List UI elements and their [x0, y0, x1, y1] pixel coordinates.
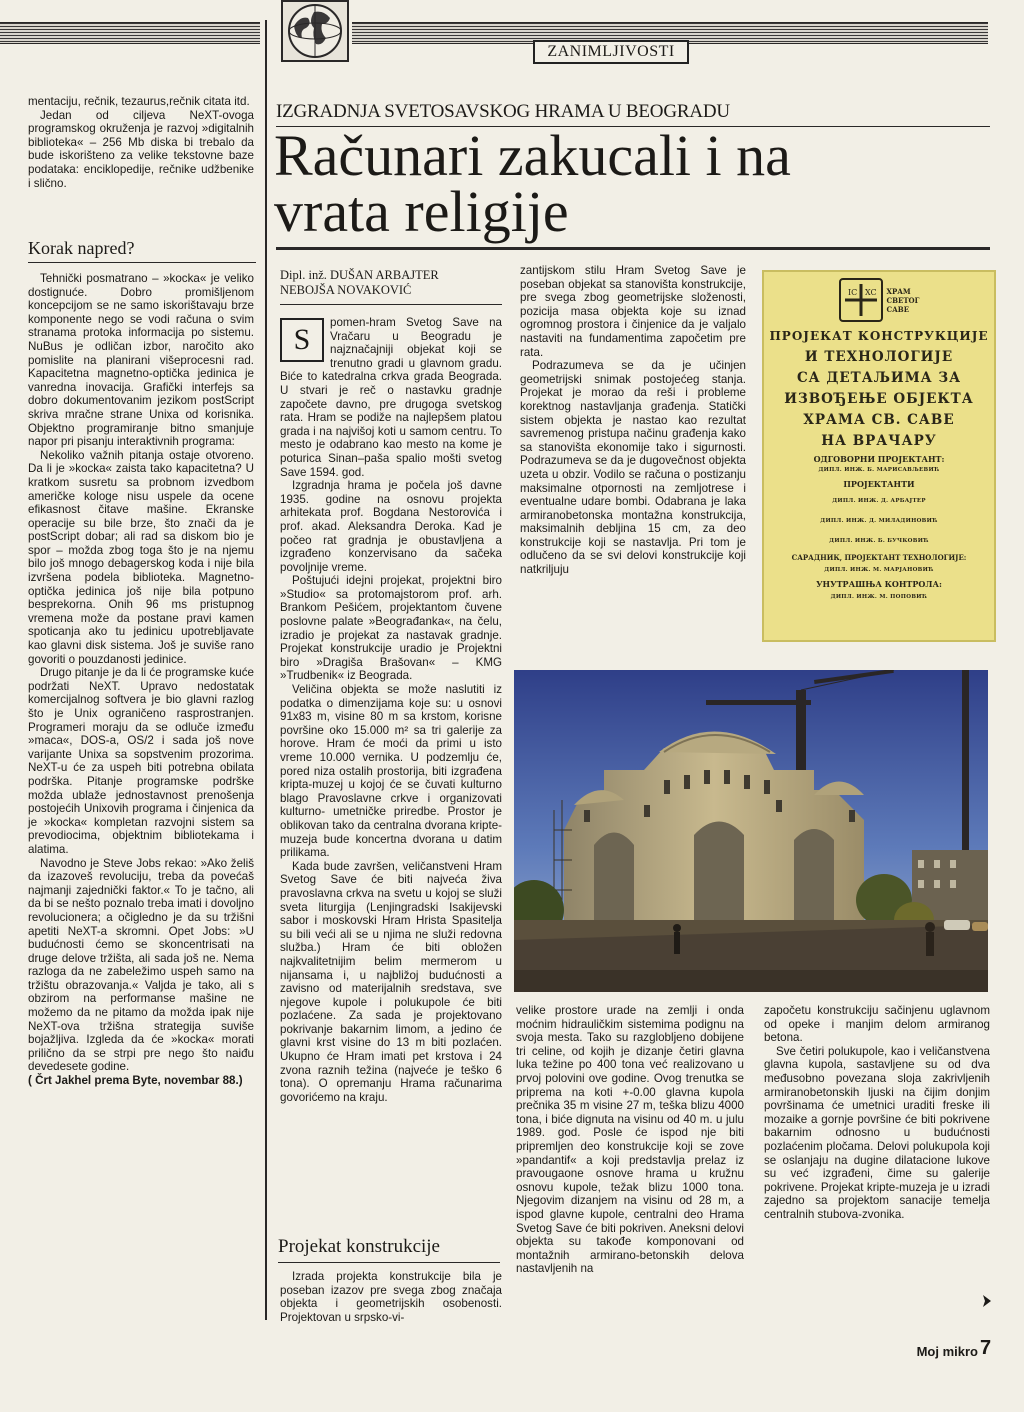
globe-icon	[280, 0, 350, 62]
left-credit: ( Črt Jakhel prema Byte, novembar 88.)	[28, 1074, 243, 1088]
left-paragraph-3: Nekoliko važnih pitanja ostaje otvoreno. Da li je »kocka« zaista tako kapacitetna? U kratkom susretu sa probnom izvedbom američke kologe nisu uspele da ocene efikasnost čitave mašine. Ekranske operacije su bile brze, što znači da je postScript dobar; ali rad sa diskom bio je spor – možda zbog toga što je na njemu bilo još mnogo debagerskog koda i nije bila izvršena podela biblioteka. Magnetno-optička jedinica još nije bila potpuno besprekorna. Onih 96 ms pristupnog vremena može da postane pravi kamen spoticanja ako tu jedinicu upotrebljavate kao glavni disk sistema. Još je suviše rano govoriti o pouzdanosti jedinice.	[28, 448, 254, 666]
right-column	[520, 264, 746, 577]
middle-paragraph-2: Izgradnja hrama je počela još davne 1935. godine na osnovu projekta arhitekata prof. Bogdana Nestorovića i prof. akad. Aleksandra Deroka. Kad je počeo rat gradnja je obustavljena a izgrađeno konzervisano da sačeka povoljnije vreme.	[280, 479, 502, 574]
left-paragraph-1: Jedan od ciljeva NeXT-ovoga programskog okruženja je razvoj »digitalnih biblioteka« – 256 Mb diska bi trebalo da bude iskorišteno za velike tekstovne baze podataka: enciklopedije, rečnike udžbenike i slično.	[28, 108, 254, 190]
middle-paragraph-1: pomen-hram Svetog Save na Vračaru u Beogradu je najznačajniji objekat koji se trenutno gradi u glavnom gradu. Biće to katedralna crkva grada Beograda. U stvari je reč o nastavku gradnje započete davno, pre drugoga svetskog rata. Hram se podiže na najlepšem platou grada i na najvišoj koti u samom centru. To mesto je odabrano kao mesto na kome je poturica Sinan–paša spalio mošti svetog Save 1594. god.	[280, 316, 502, 479]
section-label: ZANIMLJIVOSTI	[533, 40, 689, 64]
left-subhead-rule	[28, 262, 256, 263]
poster-name-2: ДИПЛ. ИНЖ. Д. АРБАЈТЕР	[832, 498, 926, 504]
column-rule-left	[265, 20, 267, 1320]
temple-photo	[514, 670, 988, 992]
left-subhead: Korak napred?	[28, 238, 135, 258]
poster-name-1: ДИПЛ. ИНЖ. Б. МАРИСАВЉЕВИЋ	[818, 467, 940, 473]
headline-rule	[276, 247, 990, 250]
poster-name-5: ДИПЛ. ИНЖ. М. МАРЈАНОВИЋ	[824, 567, 934, 573]
middle-paragraph-6: Izrada projekta konstrukcije bila je poseban izazov pre svega zbog značaja objekta i geometrijskih osobenosti. Projektovan u srpsko-vi-	[280, 1270, 502, 1324]
middle-subhead: Projekat konstrukcije	[278, 1236, 440, 1257]
cross-emblem-icon	[839, 278, 883, 322]
magazine-name: Moj mikro	[916, 1344, 978, 1359]
drop-cap: S	[280, 318, 324, 362]
poster-title-1: ПРОЈЕКАТ КОНСТРУКЦИЈЕ	[769, 329, 989, 343]
poster-designers: ПРОЈЕКТАНТИ	[843, 479, 915, 489]
poster-control: УНУТРАШЊА КОНТРОЛА:	[816, 579, 942, 589]
middle-column-end	[280, 1270, 502, 1324]
poster-responsible: ОДГОВОРНИ ПРОЈЕКТАНТ:	[813, 454, 945, 464]
poster-name-4: ДИПЛ. ИНЖ. Б. БУЧКОВИЋ	[829, 538, 929, 544]
poster-name-6: ДИПЛ. ИНЖ. М. ПОПОВИЋ	[830, 594, 928, 600]
left-paragraph-5: Navodno je Steve Jobs rekao: »Ako želiš da izazoveš revoluciju, treba da povećaš najmanji zajednički faktor.« To je tačno, ali da bi se nešto poznalo treba imati i dovoljno revolucionera; a očigledno je da su tržišni apetiti NeXT-a skromni. Opet Jobs: »U budućnosti ćemo se skoncentrisati na druge delove tržišta, ali sada još ne. Nema razloga da ne zabeležimo uspeh samo na tržištu obrazovanja.« Valjda je tako, ali s obzirom na performanse mašine ne možemo da ne pitamo da možda ipak nije NeXT-ova tržišna strategija suviše bojažljiva. Izgleda da će »kocka« morati prilično da se strpi pre nego što naiđu devedesete godine.	[28, 856, 254, 1074]
bottom-column-3	[764, 1004, 990, 1222]
middle-column	[280, 316, 502, 1104]
right-paragraph-1: zantijskom stilu Hram Svetog Save je poseban objekat sa stanovišta konstrukcije, pre svega zbog geometrijske složenosti, pozicija masa objekta koje su iznad ogromnog prostora i činjenice da je valjalo nastaviti na fundamentima započetim pre rata.	[520, 264, 746, 359]
poster-title-4: ИЗВОЂЕЊЕ ОБЈЕКТА	[784, 391, 974, 407]
middle-paragraph-3: Poštujući idejni projekat, projektni biro »Studio« sa protomajstorom prof. arh. Brankom Pešićem, projektantom čuvene poslovne palate »Beograđanka«, na čelu, izradio je projekat za nastavak gradnje. Projekat konstrukcije uradio je Projektni biro »Dragiša Brašovan« – KMG »Trudbenik« iz Beograda.	[280, 574, 502, 683]
poster-title-3: СА ДЕТАЉИМА ЗА	[796, 370, 962, 386]
emblem-line-1: ХРАМ	[886, 286, 911, 296]
emblem-line-3: САВЕ	[886, 304, 910, 314]
bottom-paragraph-2: velike prostore urade na zemlji i onda moćnim hidrauličkim sistemima podignu na svoja mesta. Tako su razgloblјeno dobijene tri celine, od kojih je dizanje četiri glavna luka težine po 400 tona već realizovano u prvoj polovini ove godine. Ovog trenutka se priprema na koti +-0.00 glavna kupola prečnika 35 m visine 27 m, teška blizu 4000 tona, i biće dignuta na visinu od 40 m. u julu 1989. god. Posle će ispod nje biti pripremljen deo konstrukcije koji se zove »pandantif« a koji predstavlja prelaz iz pravougaone osnove hrama u kružnu osnovu kupole, težak blizu 1000 tona. Njegovim dizanjem na visinu od 28 m, a ispod glavne kupole, centralni deo Hrama Svetog Save će biti pokriven. Aneksni delovi objekta su takođe komponovani od montažnih armirano-betonskih delova nastavljenih na	[516, 1004, 744, 1276]
byline-1: Dipl. inž. DUŠAN ARBAJTER	[280, 268, 439, 282]
left-intro: mentaciju, rečnik, tezaurus,rečnik citata itd.	[28, 95, 250, 108]
headline-line-1: Računari zakucali i na	[274, 123, 791, 188]
left-column-body	[28, 272, 254, 1088]
left-paragraph-2: Tehnički posmatrano – »kocka« je veliko dostignuće. Dobro promišljenom koncepcijom se ne samo iskorištavaju brze komponente nego se vodi računa o svim stranama protoka informacija po sistemu. NuBus je odličan izbor, naročito ako pomislite na planirani višeprocesni rad. Kapacitetna magnetno-optička jedinica je vanredna inovacija. Grafički interfejs sa dobro dokumentovanim jezikom postScript skriva mračne strane Unixa od korisnika. Objektno programiranje bitno smanjuje napor pri pisanju interaktivnih programa:	[28, 272, 254, 449]
continue-arrow-icon	[982, 1294, 992, 1308]
right-paragraph-2: Podrazumeva se da je učinjen geometrijski snimak postojećeg stanja. Projekat je morao da reši i probleme korektnog nastavljanja građenja. Statički sistem objekta je nastao kao rezultat savremenog pristupa načinu građenja kako sa stanovišta ekonomije tako i sigurnosti. Podrazumeva se da je dugovečnost objekta uzeta u obzir. Vodilo se računa o postizanju maksimalne otpornosti na zemljotrese i eventualne udare bombi. Odabrana je laka armiranobetonska montažna konstrukcija, maksimalnih debljina 15 cm, za deo konstrukcije koji se nastavlja. Pri tom je odlučeno da se svi delovi konstrukcije koji natkriljuju	[520, 359, 746, 577]
bottom-paragraph-3b: Sve četiri polukupole, kao i veličanstvena glavna kupola, sastavljene su od dva međusobno povezana sloja zakrivljenih armiranobetonskih ljuski na čijim donjim površinama će umetnici uraditi freske ili mozaike a gornje površine će biti pokrivene bakarnim odnosno u budućnosti pozlaćenim pločama. Delovi polukupola koji se oslanjaju na dugine dilatacione lukove su već izgrađeni, čime su galerije pokrivene. Projekat kripte-muzeja je u izradi zajedno sa projektom sanacije temelja centralnih stubova-zvonika.	[764, 1044, 990, 1221]
poster-coop: САРАДНИК, ПРОЈЕКТАНТ ТЕХНОЛОГИЈЕ:	[791, 553, 967, 562]
byline-rule	[280, 304, 502, 305]
bottom-column-2	[516, 1004, 744, 1276]
middle-paragraph-5: Kada bude završen, veličanstveni Hram Svetog Save će biti najveća živa pravoslavna crkva na svetu u kojoj se služi sveta liturgija (Lenjingradski Isakijevski sabor i moskovski Hram Hrista Spasitelja su bili veći ali se u njima ne služi redovna služba.) Hram će biti obložen najkvalitetnijim belim mermerom u nijansama i, u najbližoj budućnosti a zavisno od materijalnih sredstava, sve njegove kupole i polukupole će biti pozlaćene. Za sada je projektovano pokrivanje bakarnim limom, a jedino će glavni krst visine do 13 m biti pozlaćen. Ukupno će Hram imati pet krstova i 24 zvona raznih težina (najveće je teško 6 tona). O opremanju Hrama računarima govorićemo na kraju.	[280, 859, 502, 1104]
header-stripe-left	[0, 22, 260, 44]
poster-title-2: И ТЕХНОЛОГИЈЕ	[804, 349, 954, 365]
middle-subhead-rule	[278, 1262, 500, 1263]
left-column	[28, 95, 254, 190]
poster-name-3: ДИПЛ. ИНЖ. Д. МИЛАДИНОВИЋ	[820, 518, 938, 524]
emblem-line-2: СВЕТОГ	[886, 295, 920, 305]
poster-title-5: ХРАМА СВ. САВЕ	[803, 412, 955, 428]
headline-line-2: vrata religije	[274, 179, 569, 244]
project-poster	[762, 270, 996, 642]
page-number: 7	[980, 1337, 992, 1359]
svg-text:IC: IC	[847, 288, 857, 297]
kicker: IZGRADNJA SVETOSAVSKOG HRAMA U BEOGRADU	[276, 101, 730, 122]
middle-paragraph-4: Veličina objekta se može naslutiti iz podatka o dimenzijama koje su: u osnovi 91x83 m, visine 80 m sa krstom, korisne površine oko 15.000 m² sa tri galerije za horove. Hram će moći da primi u isto vreme 10.000 vernika. U podzemlju će, pored niza ostalih prostorija, biti izgrađena kripta-muzej u kojoj će se čuvati kulturno blago Pravoslavne crkve i organizovati kulturno- umetničke priredbe. Prostor je oblikovan tako da centralna dvorana kripte-muzeja bude koncertna dvorana u datim prilikama.	[280, 683, 502, 860]
byline-2: NEBOJŠA NOVAKOVIĆ	[280, 283, 412, 297]
svg-text:XC: XC	[864, 288, 877, 297]
bottom-paragraph-3a: započetu konstrukciju sačinjenu uglavnom od opeke i manjim delom armiranog betona.	[764, 1004, 990, 1045]
left-paragraph-4: Drugo pitanje je da li će programske kuće podržati NeXT. Upravo nedostatak komercijalnog softvera je bio glavni razlog što je Unix ograničeno rasprostranjen. Programeri moraju da se odluče između »maca«, DOS-a, OS/2 i sada još nove varijante Unixa sa sopstvenim prozorima. NeXT-u će za uspeh biti potrebna obilata podrška. Pitanje programske podrške možda ublaže jednostavnost prenošenja postojećih Unixovih programa i činjenica da je »kocka« kompletan razvojni sistem sa prevodiocima, objektnim bibliotekama i alatima.	[28, 666, 254, 856]
poster-title-6: НА ВРАЧАРУ	[821, 433, 937, 449]
